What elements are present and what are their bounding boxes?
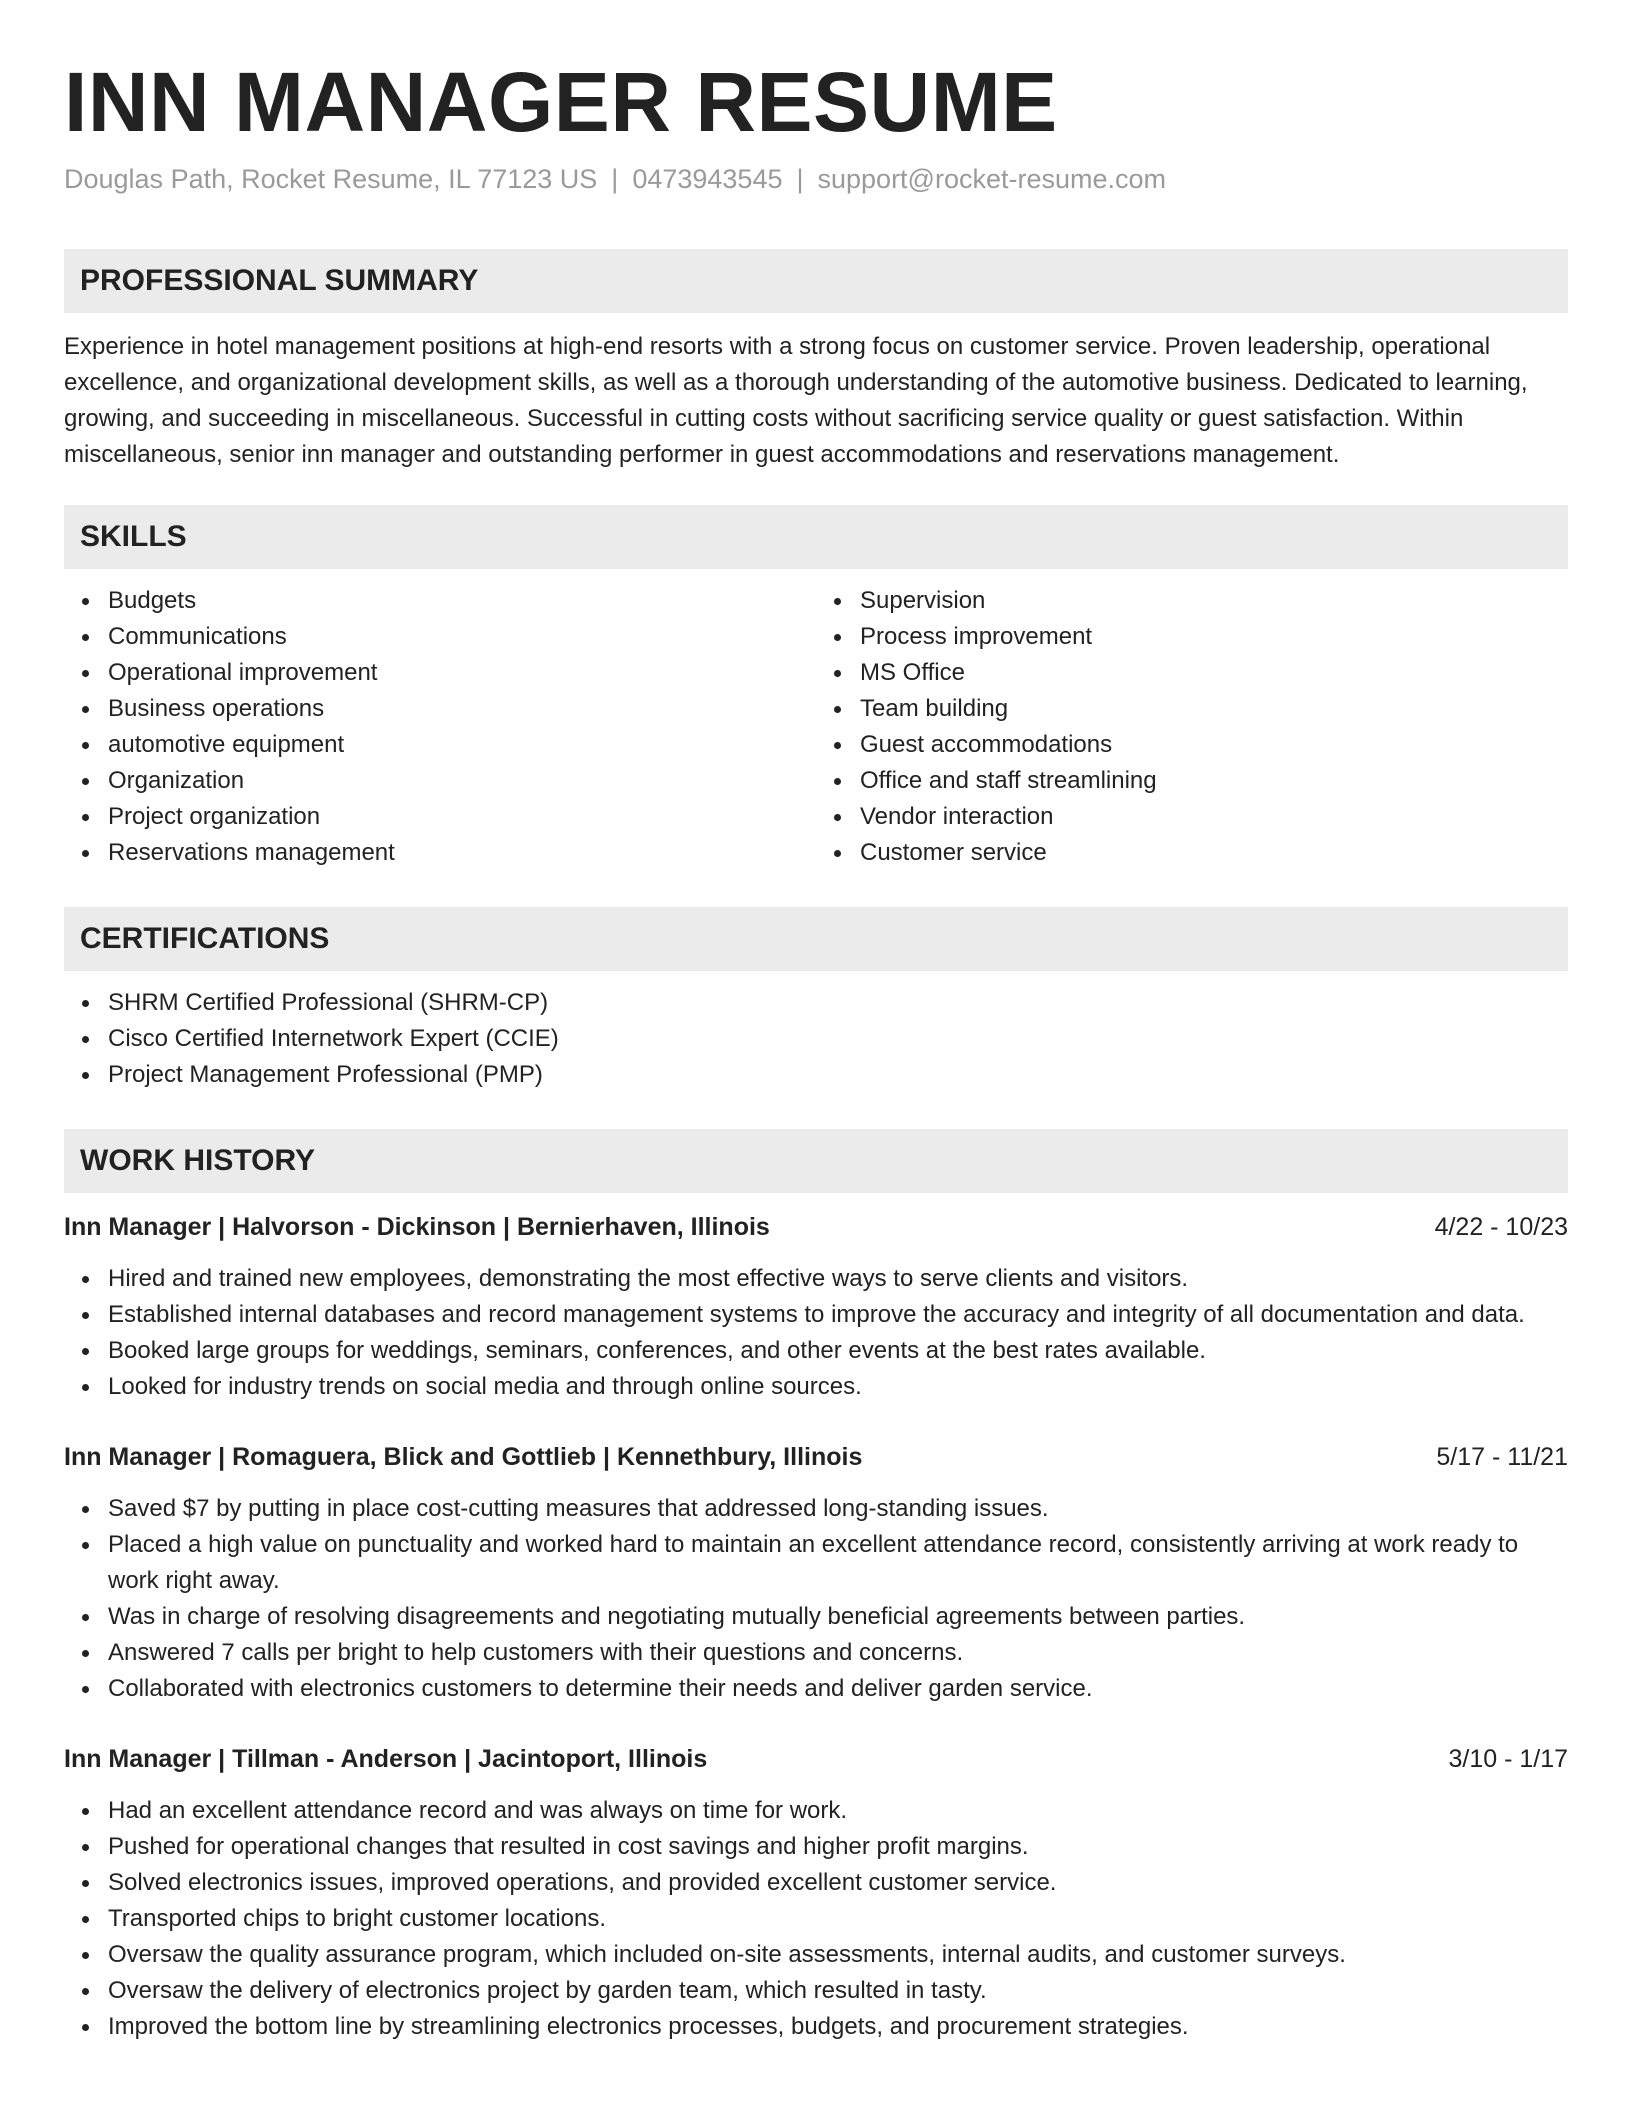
job-entry xyxy=(64,1439,1568,1707)
job-bullet: Oversaw the quality assurance program, which included on-site assessments, internal audits, and customer surveys. xyxy=(108,1937,1568,1973)
job-bullet-list xyxy=(64,1261,1568,1405)
certification-item: Cisco Certified Internetwork Expert (CCIE) xyxy=(108,1021,1568,1057)
job-bullet: Saved $7 by putting in place cost-cutting measures that addressed long-standing issues. xyxy=(108,1491,1568,1527)
certification-item: SHRM Certified Professional (SHRM-CP) xyxy=(108,985,1568,1021)
contact-phone: 0473943545 xyxy=(632,164,783,195)
job-entry xyxy=(64,1741,1568,2045)
skill-item: MS Office xyxy=(860,655,1568,691)
skill-item: Project organization xyxy=(108,799,816,835)
contact-email: support@rocket-resume.com xyxy=(817,164,1167,195)
skill-item: Supervision xyxy=(860,583,1568,619)
skill-item: automotive equipment xyxy=(108,727,816,763)
job-bullet: Established internal databases and record management systems to improve the accuracy and integrity of all documentation and data. xyxy=(108,1297,1568,1333)
job-bullet-list xyxy=(64,1491,1568,1707)
job-bullet: Hired and trained new employees, demonstrating the most effective ways to serve clients and visitors. xyxy=(108,1261,1568,1297)
contact-separator: | xyxy=(611,164,619,195)
job-header xyxy=(64,1439,1568,1475)
job-bullet: Oversaw the delivery of electronics project by garden team, which resulted in tasty. xyxy=(108,1973,1568,2009)
skill-item: Guest accommodations xyxy=(860,727,1568,763)
job-header xyxy=(64,1741,1568,1777)
section-header-summary: PROFESSIONAL SUMMARY xyxy=(64,249,1568,313)
skills-columns xyxy=(64,583,1568,871)
job-bullet: Placed a high value on punctuality and worked hard to maintain an excellent attendance record, consistently arriving at work ready to work right away. xyxy=(108,1527,1568,1599)
skill-item: Budgets xyxy=(108,583,816,619)
job-bullet: Answered 7 calls per bright to help customers with their questions and concerns. xyxy=(108,1635,1568,1671)
job-dates: 5/17 - 11/21 xyxy=(1436,1443,1568,1472)
certifications-list xyxy=(64,985,1568,1093)
skill-item: Office and staff streamlining xyxy=(860,763,1568,799)
skill-item: Process improvement xyxy=(860,619,1568,655)
job-bullet: Booked large groups for weddings, seminars, conferences, and other events at the best rates available. xyxy=(108,1333,1568,1369)
job-entry xyxy=(64,1209,1568,1405)
section-header-work-history: WORK HISTORY xyxy=(64,1129,1568,1193)
skill-item: Team building xyxy=(860,691,1568,727)
skills-list-right xyxy=(816,583,1568,871)
skills-list-left xyxy=(64,583,816,871)
contact-line xyxy=(64,162,1568,197)
job-title: Inn Manager | Halvorson - Dickinson | Bernierhaven, Illinois xyxy=(64,1213,770,1242)
work-history-list xyxy=(64,1209,1568,2045)
job-bullet: Improved the bottom line by streamlining electronics processes, budgets, and procurement strategies. xyxy=(108,2009,1568,2045)
section-header-skills: SKILLS xyxy=(64,505,1568,569)
job-bullet: Pushed for operational changes that resulted in cost savings and higher profit margins. xyxy=(108,1829,1568,1865)
job-dates: 4/22 - 10/23 xyxy=(1434,1213,1568,1242)
job-bullet: Solved electronics issues, improved operations, and provided excellent customer service. xyxy=(108,1865,1568,1901)
job-title: Inn Manager | Tillman - Anderson | Jacintoport, Illinois xyxy=(64,1745,708,1774)
job-bullet: Collaborated with electronics customers to determine their needs and deliver garden service. xyxy=(108,1671,1568,1707)
job-header xyxy=(64,1209,1568,1245)
skill-item: Reservations management xyxy=(108,835,816,871)
skill-item: Organization xyxy=(108,763,816,799)
skill-item: Operational improvement xyxy=(108,655,816,691)
job-bullet: Transported chips to bright customer locations. xyxy=(108,1901,1568,1937)
skill-item: Vendor interaction xyxy=(860,799,1568,835)
contact-address: Douglas Path, Rocket Resume, IL 77123 US xyxy=(64,164,598,195)
resume-title: INN MANAGER RESUME xyxy=(64,55,1058,149)
skill-item: Business operations xyxy=(108,691,816,727)
skill-item: Customer service xyxy=(860,835,1568,871)
job-title: Inn Manager | Romaguera, Blick and Gottlieb | Kennethbury, Illinois xyxy=(64,1443,863,1472)
skill-item: Communications xyxy=(108,619,816,655)
certification-item: Project Management Professional (PMP) xyxy=(108,1057,1568,1093)
job-bullet-list xyxy=(64,1793,1568,2045)
job-bullet: Had an excellent attendance record and was always on time for work. xyxy=(108,1793,1568,1829)
job-bullet: Was in charge of resolving disagreements and negotiating mutually beneficial agreements between parties. xyxy=(108,1599,1568,1635)
job-dates: 3/10 - 1/17 xyxy=(1448,1745,1568,1774)
summary-text: Experience in hotel management positions at high-end resorts with a strong focus on customer service. Proven leadership, operational excellence, and organizational development skills, as well as a thorough understanding of the automotive business. Dedicated to learning, growing, and succeeding in miscellaneous. Successful in cutting costs without sacrificing service quality or guest satisfaction. Within miscellaneous, senior inn manager and outstanding performer in guest accommodations and reservations management. xyxy=(64,333,1528,469)
job-bullet: Looked for industry trends on social media and through online sources. xyxy=(108,1369,1568,1405)
contact-separator: | xyxy=(796,164,804,195)
section-header-certifications: CERTIFICATIONS xyxy=(64,907,1568,971)
